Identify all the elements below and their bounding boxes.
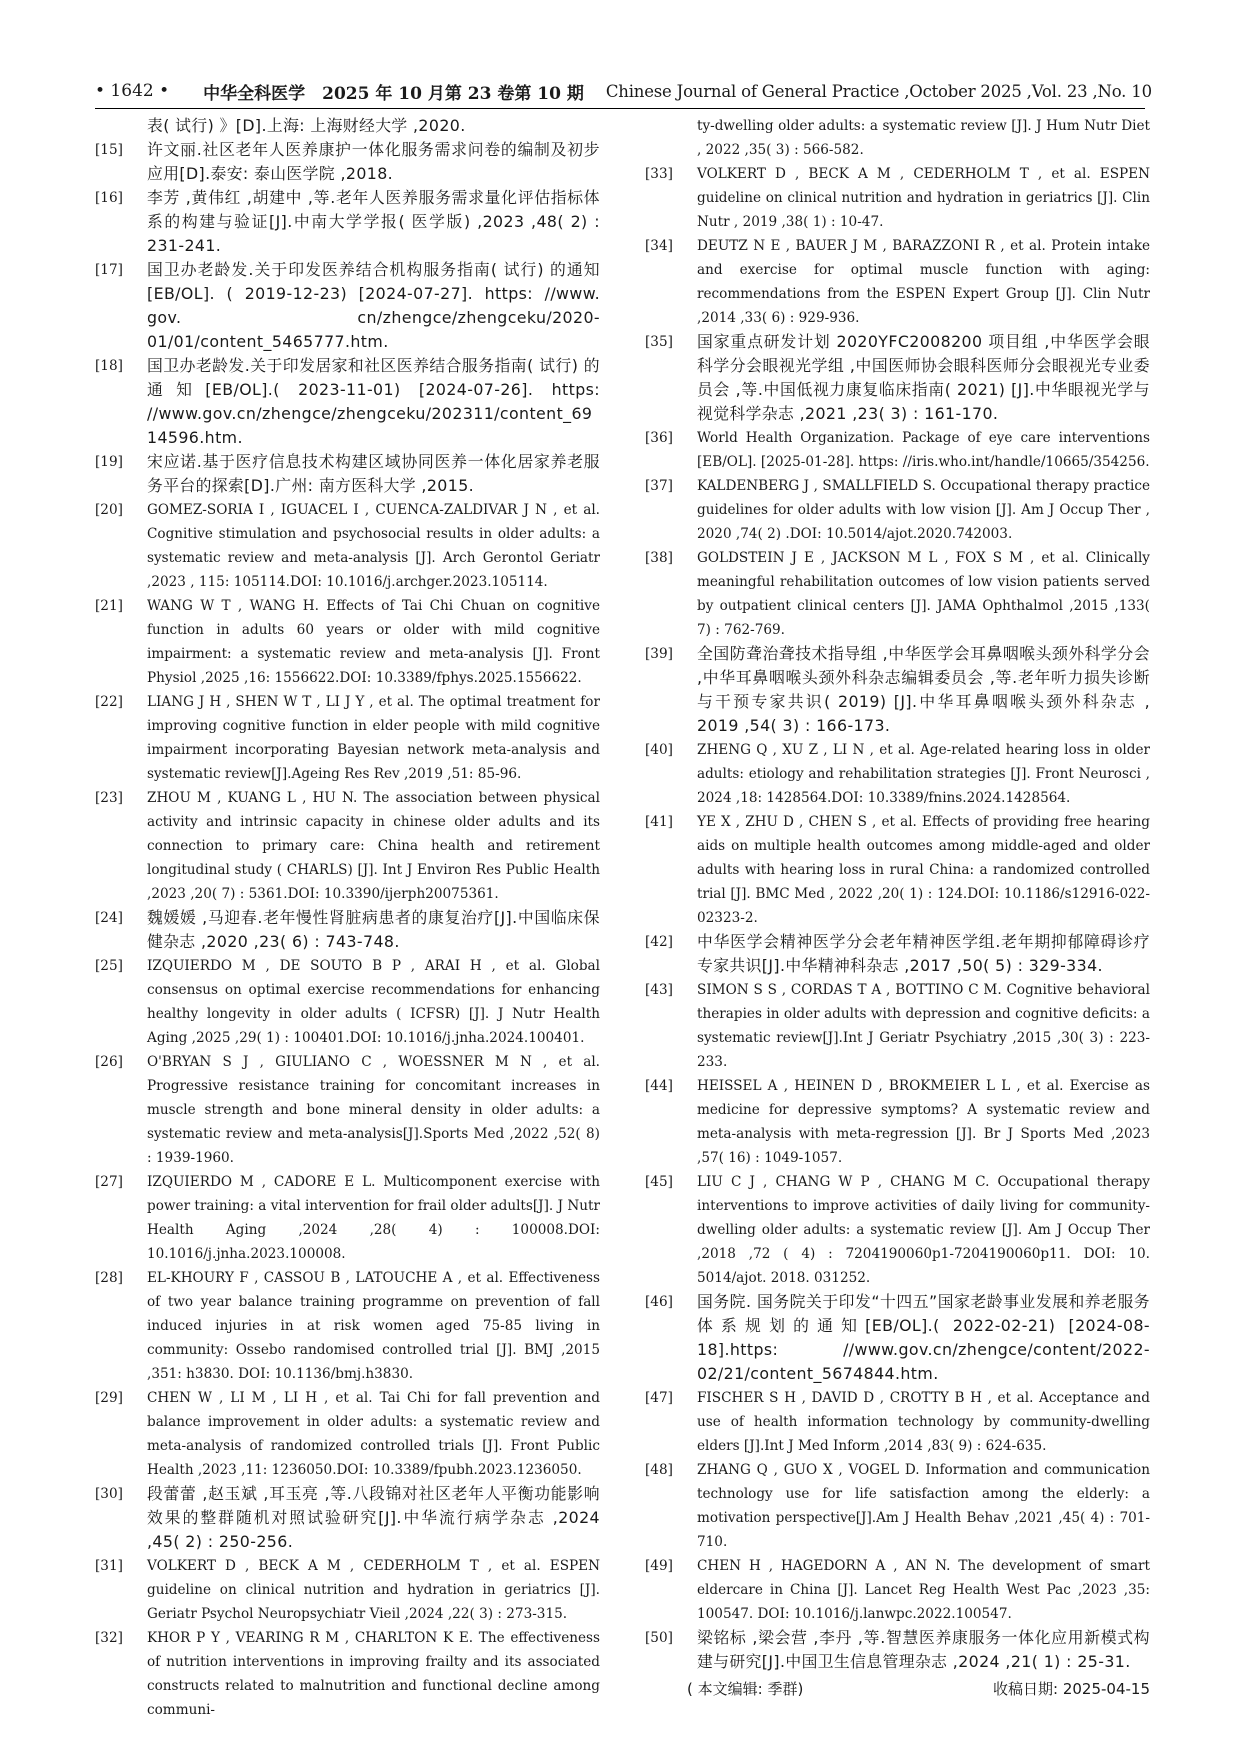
- reference-text: ZHANG Q , GUO X , VOGEL D. Information and communication technology use for life satisfaction among the elderly: a motivation perspective[J].Am J Health Behav ,2021 ,45( 4) : 701-710.: [697, 1462, 1150, 1550]
- reference-item: [645, 426, 1150, 474]
- reference-item: [645, 162, 1150, 234]
- right-column: [645, 114, 1150, 1702]
- reference-text: 国卫办老龄发.关于印发医养结合机构服务指南( 试行) 的通知[EB/OL]. ( 2019-12-23) [2024-07-27]. https: //www. gov. cn/zhengce/zhengceku/2020-01/01/content_5465777.htm.: [147, 260, 600, 351]
- reference-text: O'BRYAN S J , GIULIANO C , WOESSNER M N , et al. Progressive resistance training for concomitant increases in muscle strength and bone mineral density in older adults: a systematic review and meta-analysis[J].Sports Med ,2022 ,52( 8) : 1939-1960.: [147, 1054, 600, 1166]
- reference-number: [33]: [645, 166, 673, 182]
- reference-text: 国家重点研发计划 2020YFC2008200 项目组 ,中华医学会眼科学分会眼视光学组 ,中国医师协会眼科医师分会眼视光专业委员会 ,等.中国低视力康复临床指南( 2021) [J].中华眼视光学与视觉科学杂志 ,2021 ,23( 3) : 161-170.: [697, 332, 1150, 423]
- reference-item: [95, 1482, 600, 1554]
- reference-item: [95, 1170, 600, 1266]
- reference-number: [22]: [95, 694, 123, 710]
- reference-text: CHEN H , HAGEDORN A , AN N. The development of smart eldercare in China [J]. Lancet Reg Health West Pac ,2023 ,35: 100547. DOI: 10.1016/j.lanwpc.2022.100547.: [697, 1558, 1150, 1622]
- reference-item: [95, 498, 600, 594]
- reference-number: [50]: [645, 1630, 673, 1646]
- reference-text: 宋应诺.基于医疗信息技术构建区域协同医养一体化居家养老服务平台的探索[D].广州: 南方医科大学 ,2015.: [147, 452, 600, 495]
- reference-item: [95, 258, 600, 354]
- reference-number: [46]: [645, 1294, 673, 1310]
- reference-text: IZQUIERDO M , DE SOUTO B P , ARAI H , et al. Global consensus on optimal exercise recommendations for enhancing healthy longevity in older adults ( ICFSR) [J]. J Nutr Health Aging ,2025 ,29( 1) : 100401.DOI: 10.1016/j.jnha.2024.100401.: [147, 958, 600, 1046]
- reference-text: GOMEZ-SORIA I , IGUACEL I , CUENCA-ZALDIVAR J N , et al. Cognitive stimulation and psychosocial results in older adults: a systematic review and meta-analysis [J]. Arch Gerontol Geriatr ,2023 , 115: 105114.DOI: 10.1016/j.archger.2023.105114.: [147, 502, 600, 590]
- reference-number: [25]: [95, 958, 123, 974]
- reference-number: [16]: [95, 190, 123, 206]
- reference-text: 全国防聋治聋技术指导组 ,中华医学会耳鼻咽喉头颈外科学分会 ,中华耳鼻咽喉头颈外科杂志编辑委员会 ,等.老年听力损失诊断与干预专家共识( 2019) [J].中华耳鼻咽喉头颈外科杂志 , 2019 ,54( 3) : 166-173.: [697, 644, 1150, 735]
- reference-text: DEUTZ N E , BAUER J M , BARAZZONI R , et al. Protein intake and exercise for optimal muscle function with aging: recommendations from the ESPEN Expert Group [J]. Clin Nutr ,2014 ,33( 6) : 929-936.: [697, 238, 1150, 326]
- reference-text: 国务院. 国务院关于印发“十四五”国家老龄事业发展和养老服务体系规划的通知[EB/OL].( 2022-02-21) [2024-08-18].https: //www.gov.cn/zhengce/content/2022-02/21/content_5674844.htm.: [697, 1292, 1150, 1383]
- reference-number: [17]: [95, 262, 123, 278]
- reference-text: KALDENBERG J , SMALLFIELD S. Occupational therapy practice guidelines for older adults with low vision [J]. Am J Occup Ther , 2020 ,74( 2) .DOI: 10.5014/ajot.2020.742003.: [697, 478, 1150, 542]
- reference-number: [41]: [645, 814, 673, 830]
- reference-text: ZHOU M , KUANG L , HU N. The association between physical activity and intrinsic capacity in chinese older adults and its connection to primary care: China health and retirement longitudinal study ( CHARLS) [J]. Int J Environ Res Public Health ,2023 ,20( 7) : 5361.DOI: 10.3390/ijerph20075361.: [147, 790, 600, 902]
- reference-number: [15]: [95, 142, 123, 158]
- reference-text: IZQUIERDO M , CADORE E L. Multicomponent exercise with power training: a vital intervention for frail older adults[J]. J Nutr Health Aging ,2024 ,28( 4) : 100008.DOI: 10.1016/j.jnha.2023.100008.: [147, 1174, 600, 1262]
- reference-number: [31]: [95, 1558, 123, 1574]
- reference-number: [47]: [645, 1390, 673, 1406]
- page-number: • 1642 •: [95, 81, 170, 101]
- reference-number: [18]: [95, 358, 123, 374]
- reference-text: LIANG J H , SHEN W T , LI J Y , et al. The optimal treatment for improving cognitive function in elder people with mild cognitive impairment incorporating Bayesian network meta-analysis and systematic review[J].Ageing Res Rev ,2019 ,51: 85-96.: [147, 694, 600, 782]
- reference-item: [645, 738, 1150, 810]
- reference-number: [21]: [95, 598, 123, 614]
- reference-text: World Health Organization. Package of eye care interventions [EB/OL]. [2025-01-28]. https: //iris.who.int/handle/10665/354256.: [697, 430, 1150, 470]
- reference-number: [42]: [645, 934, 673, 950]
- reference-item: [95, 1626, 600, 1722]
- left-column: [95, 114, 600, 1722]
- reference-text: 许文丽.社区老年人医养康护一体化服务需求问卷的编制及初步应用[D].泰安: 泰山医学院 ,2018.: [147, 140, 600, 183]
- received-date: 收稿日期: 2025-04-15: [993, 1680, 1150, 1698]
- reference-number: [30]: [95, 1486, 123, 1502]
- reference-number: [36]: [645, 430, 673, 446]
- reference-number: [35]: [645, 334, 673, 350]
- reference-number: [26]: [95, 1054, 123, 1070]
- reference-item: [645, 330, 1150, 426]
- reference-item: [95, 1050, 600, 1170]
- reference-item: [645, 1554, 1150, 1626]
- reference-text: FISCHER S H , DAVID D , CROTTY B H , et al. Acceptance and use of health information technology by community-dwelling elders [J].Int J Med Inform ,2014 ,83( 9) : 624-635.: [697, 1390, 1150, 1454]
- reference-number: [43]: [645, 982, 673, 998]
- reference-number: [24]: [95, 910, 123, 926]
- reference-number: [48]: [645, 1462, 673, 1478]
- reference-item: [95, 450, 600, 498]
- reference-text: SIMON S S , CORDAS T A , BOTTINO C M. Cognitive behavioral therapies in older adults with depression and cognitive deficits: a systematic review[J].Int J Geriatr Psychiatry ,2015 ,30( 3) : 223-233.: [697, 982, 1150, 1070]
- reference-number: [28]: [95, 1270, 123, 1286]
- reference-item: [645, 1290, 1150, 1386]
- reference-number: [29]: [95, 1390, 123, 1406]
- reference-number: [39]: [645, 646, 673, 662]
- reference-number: [37]: [645, 478, 673, 494]
- reference-number: [23]: [95, 790, 123, 806]
- reference-text: HEISSEL A , HEINEN D , BROKMEIER L L , et al. Exercise as medicine for depressive symptoms? A systematic review and meta-analysis with meta-regression [J]. Br J Sports Med ,2023 ,57( 16) : 1049-1057.: [697, 1078, 1150, 1166]
- reference-item: [645, 1074, 1150, 1170]
- reference-number: [27]: [95, 1174, 123, 1190]
- reference-item: [645, 930, 1150, 978]
- reference-item: [95, 186, 600, 258]
- reference-item: [95, 954, 600, 1050]
- reference-number: [32]: [95, 1630, 123, 1646]
- reference-item: [645, 546, 1150, 642]
- reference-text: VOLKERT D , BECK A M , CEDERHOLM T , et al. ESPEN guideline on clinical nutrition and hydration in geriatrics [J]. Clin Nutr , 2019 ,38( 1) : 10-47.: [697, 166, 1150, 230]
- reference-text: LIU C J , CHANG W P , CHANG M C. Occupational therapy interventions to improve activities of daily living for community-dwelling older adults: a systematic review [J]. Am J Occup Ther ,2018 ,72 ( 4) : 7204190060p1-7204190060p11. DOI: 10. 5014/ajot. 2018. 031252.: [697, 1174, 1150, 1286]
- reference-item: [95, 1554, 600, 1626]
- reference-number: [34]: [645, 238, 673, 254]
- reference-text: WANG W T , WANG H. Effects of Tai Chi Chuan on cognitive function in adults 60 years or older with mild cognitive impairment: a systematic review and meta-analysis [J]. Front Physiol ,2025 ,16: 1556622.DOI: 10.3389/fphys.2025.1556622.: [147, 598, 600, 686]
- reference-number: [20]: [95, 502, 123, 518]
- reference-item: [645, 1626, 1150, 1674]
- reference-number: [19]: [95, 454, 123, 470]
- reference-continuation: 表( 试行) 》[D].上海: 上海财经大学 ,2020.: [147, 116, 466, 135]
- reference-text: KHOR P Y , VEARING R M , CHARLTON K E. The effectiveness of nutrition interventions in improving frailty and its associated constructs related to malnutrition and functional decline among communi-: [147, 1630, 600, 1718]
- reference-item: [645, 978, 1150, 1074]
- editor-name: ( 本文编辑: 季群): [687, 1680, 804, 1698]
- reference-list-right: [645, 162, 1150, 1674]
- reference-text: 国卫办老龄发.关于印发居家和社区医养结合服务指南( 试行) 的通知[EB/OL].( 2023-11-01) [2024-07-26]. https: //www.gov.cn/zhengce/zhengceku/202311/content_6914596.htm.: [147, 356, 600, 447]
- reference-item: [645, 474, 1150, 546]
- reference-text: 段蕾蕾 ,赵玉斌 ,耳玉亮 ,等.八段锦对社区老年人平衡功能影响效果的整群随机对照试验研究[J].中华流行病学杂志 ,2024 ,45( 2) : 250-256.: [147, 1484, 600, 1551]
- reference-text: EL-KHOURY F , CASSOU B , LATOUCHE A , et al. Effectiveness of two year balance training programme on prevention of fall induced injuries in at risk women aged 75-85 living in community: Ossebo randomised controlled trial [J]. BMJ ,2015 ,351: h3830. DOI: 10.1136/bmj.h3830.: [147, 1270, 600, 1382]
- reference-text: CHEN W , LI M , LI H , et al. Tai Chi for fall prevention and balance improvement in older adults: a systematic review and meta-analysis of randomized controlled trials [J]. Front Public Health ,2023 ,11: 1236050.DOI: 10.3389/fpubh.2023.1236050.: [147, 1390, 600, 1478]
- journal-title-cn: 中华全科医学 2025 年 10 月第 23 卷第 10 期: [203, 83, 584, 104]
- reference-text: 梁铭标 ,梁会营 ,李丹 ,等.智慧医养康服务一体化应用新模式构建与研究[J].中国卫生信息管理杂志 ,2024 ,21( 1) : 25-31.: [697, 1628, 1150, 1671]
- reference-item: [95, 138, 600, 186]
- reference-number: [40]: [645, 742, 673, 758]
- reference-list-left: [95, 138, 600, 1722]
- reference-number: [49]: [645, 1558, 673, 1574]
- reference-text: 魏媛媛 ,马迎春.老年慢性肾脏病患者的康复治疗[J].中国临床保健杂志 ,2020 ,23( 6) : 743-748.: [147, 908, 600, 951]
- reference-number: [38]: [645, 550, 673, 566]
- reference-item: [95, 786, 600, 906]
- editor-note: [645, 1676, 1150, 1702]
- reference-number: [45]: [645, 1174, 673, 1190]
- reference-item: [95, 906, 600, 954]
- reference-item: [645, 1458, 1150, 1554]
- reference-text: ZHENG Q , XU Z , LI N , et al. Age-related hearing loss in older adults: etiology and rehabilitation strategies [J]. Front Neurosci , 2024 ,18: 1428564.DOI: 10.3389/fnins.2024.1428564.: [697, 742, 1150, 806]
- reference-item: [95, 1266, 600, 1386]
- reference-item: [645, 810, 1150, 930]
- reference-text: YE X , ZHU D , CHEN S , et al. Effects of providing free hearing aids on multiple health outcomes among middle-aged and older adults with hearing loss in rural China: a randomized controlled trial [J]. BMC Med , 2022 ,20( 1) : 124.DOI: 10.1186/s12916-022-02323-2.: [697, 814, 1150, 926]
- journal-title-en: Chinese Journal of General Practice ,October 2025 ,Vol. 23 ,No. 10: [605, 81, 1152, 101]
- reference-text: 李芳 ,黄伟红 ,胡建中 ,等.老年人医养服务需求量化评估指标体系的构建与验证[J].中南大学学报( 医学版) ,2023 ,48( 2) : 231-241.: [147, 188, 600, 255]
- running-header: [95, 74, 1152, 109]
- reference-item: [645, 642, 1150, 738]
- reference-text: 中华医学会精神医学分会老年精神医学组.老年期抑郁障碍诊疗专家共识[J].中华精神科杂志 ,2017 ,50( 5) : 329-334.: [697, 932, 1150, 975]
- reference-item: [95, 690, 600, 786]
- reference-item: [95, 1386, 600, 1482]
- reference-item: [95, 354, 600, 450]
- reference-item: [645, 1170, 1150, 1290]
- reference-continuation: ty-dwelling older adults: a systematic review [J]. J Hum Nutr Diet , 2022 ,35( 3) : 566-582.: [697, 118, 1150, 158]
- reference-text: VOLKERT D , BECK A M , CEDERHOLM T , et al. ESPEN guideline on clinical nutrition and hydration in geriatrics [J]. Geriatr Psychol Neuropsychiatr Vieil ,2024 ,22( 3) : 273-315.: [147, 1558, 600, 1622]
- reference-item: [645, 1386, 1150, 1458]
- reference-item: [95, 594, 600, 690]
- reference-item: [645, 234, 1150, 330]
- reference-text: GOLDSTEIN J E , JACKSON M L , FOX S M , et al. Clinically meaningful rehabilitation outcomes of low vision patients served by outpatient clinical centers [J]. JAMA Ophthalmol ,2015 ,133( 7) : 762-769.: [697, 550, 1150, 638]
- reference-number: [44]: [645, 1078, 673, 1094]
